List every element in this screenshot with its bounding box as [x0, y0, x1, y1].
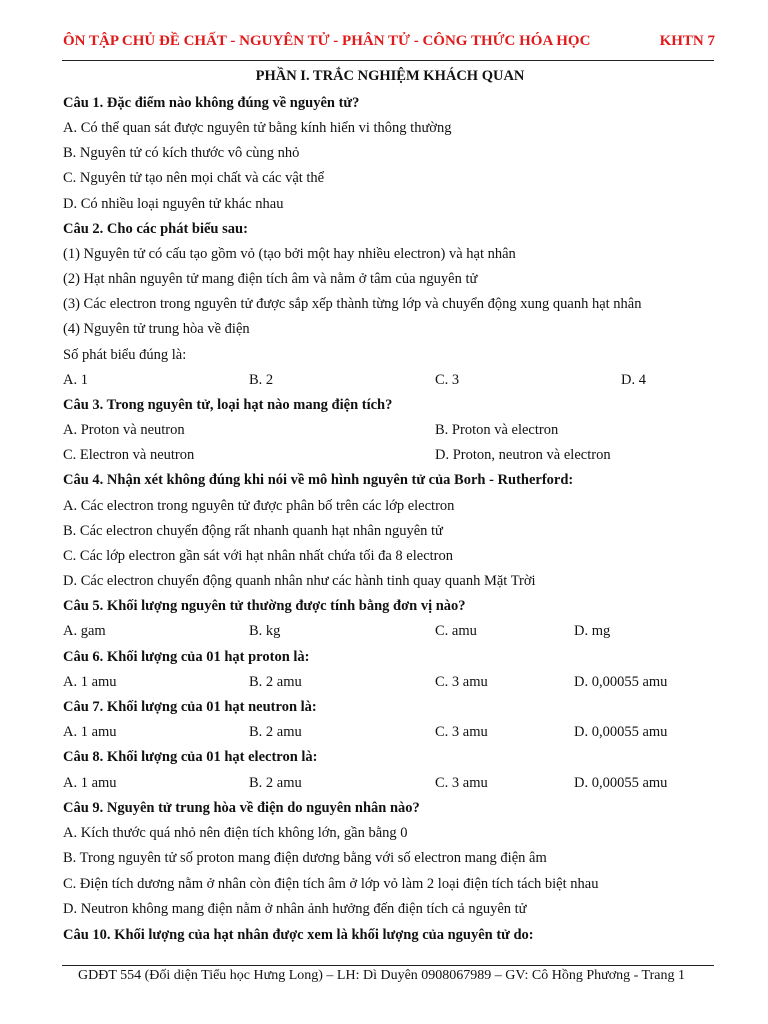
q3-option-c: C. Electron và neutron	[63, 447, 195, 463]
q6-option-a: A. 1 amu	[63, 674, 117, 690]
q9-option-d: D. Neutron không mang điện nằm ở nhân ảnh hưởng đến điện tích cả nguyên tử	[63, 901, 527, 917]
q3-option-d: D. Proton, neutron và electron	[435, 447, 611, 463]
q8-option-d: D. 0,00055 amu	[574, 775, 668, 791]
footer-divider	[62, 965, 714, 966]
question-7: Câu 7. Khối lượng của 01 hạt neutron là:	[63, 699, 317, 715]
question-10: Câu 10. Khối lượng của hạt nhân được xem là khối lượng của nguyên tử do:	[63, 927, 534, 943]
q7-option-b: B. 2 amu	[249, 724, 302, 740]
q5-option-c: C. amu	[435, 623, 477, 639]
q7-option-a: A. 1 amu	[63, 724, 117, 740]
q6-option-d: D. 0,00055 amu	[574, 674, 668, 690]
q2-statement-2: (2) Hạt nhân nguyên tử mang điện tích âm và nằm ở tâm của nguyên tử	[63, 271, 478, 287]
q2-statement-1: (1) Nguyên tử có cấu tạo gồm vỏ (tạo bởi một hay nhiều electron) và hạt nhân	[63, 246, 516, 262]
document-title: ÔN TẬP CHỦ ĐỀ CHẤT - NGUYÊN TỬ - PHÂN TỬ - CÔNG THỨC HÓA HỌC	[63, 33, 591, 49]
q5-option-b: B. kg	[249, 623, 281, 639]
q4-option-a: A. Các electron trong nguyên tử được phân bố trên các lớp electron	[63, 498, 455, 514]
subject-label: KHTN 7	[659, 33, 715, 49]
q7-option-c: C. 3 amu	[435, 724, 488, 740]
question-6: Câu 6. Khối lượng của 01 hạt proton là:	[63, 649, 310, 665]
q8-option-b: B. 2 amu	[249, 775, 302, 791]
q2-option-d: D. 4	[621, 372, 646, 388]
q8-option-a: A. 1 amu	[63, 775, 117, 791]
q3-option-a: A. Proton và neutron	[63, 422, 185, 438]
q3-option-b: B. Proton và electron	[435, 422, 559, 438]
q5-option-a: A. gam	[63, 623, 106, 639]
question-9: Câu 9. Nguyên tử trung hòa về điện do nguyên nhân nào?	[63, 800, 420, 816]
question-2: Câu 2. Cho các phát biểu sau:	[63, 221, 248, 237]
question-3: Câu 3. Trong nguyên tử, loại hạt nào mang điện tích?	[63, 397, 393, 413]
header-divider	[62, 60, 714, 61]
q1-option-d: D. Có nhiều loại nguyên tử khác nhau	[63, 196, 284, 212]
question-1: Câu 1. Đặc điểm nào không đúng về nguyên tử?	[63, 95, 360, 111]
q9-option-b: B. Trong nguyên tử số proton mang điện dương bằng với số electron mang điện âm	[63, 850, 547, 866]
q1-option-c: C. Nguyên tử tạo nên mọi chất và các vật thể	[63, 170, 325, 186]
q6-option-b: B. 2 amu	[249, 674, 302, 690]
q2-option-c: C. 3	[435, 372, 460, 388]
question-4: Câu 4. Nhận xét không đúng khi nói về mô hình nguyên tử của Borh - Rutherford:	[63, 472, 574, 488]
q2-option-b: B. 2	[249, 372, 274, 388]
document-header	[63, 33, 715, 50]
q1-option-b: B. Nguyên tử có kích thước vô cùng nhỏ	[63, 145, 300, 161]
q9-option-c: C. Điện tích dương nằm ở nhân còn điện tích âm ở lớp vỏ làm 2 loại điện tích tách biệt nhau	[63, 876, 599, 892]
page-footer: GDĐT 554 (Đối diện Tiểu học Hưng Long) – LH: Dì Duyên 0908067989 – GV: Cô Hồng Phương - Trang 1	[78, 968, 685, 983]
question-5: Câu 5. Khối lượng nguyên tử thường được tính bằng đơn vị nào?	[63, 598, 466, 614]
q4-option-d: D. Các electron chuyển động quanh nhân như các hành tinh quay quanh Mặt Trời	[63, 573, 536, 589]
q4-option-b: B. Các electron chuyển động rất nhanh quanh hạt nhân nguyên tử	[63, 523, 443, 539]
section-title: PHẦN I. TRẮC NGHIỆM KHÁCH QUAN	[255, 68, 525, 84]
q1-option-a: A. Có thể quan sát được nguyên tử bằng kính hiển vi thông thường	[63, 120, 452, 136]
q2-prompt: Số phát biểu đúng là:	[63, 347, 187, 363]
question-8: Câu 8. Khối lượng của 01 hạt electron là:	[63, 749, 318, 765]
q2-option-a: A. 1	[63, 372, 88, 388]
q5-option-d: D. mg	[574, 623, 611, 639]
q2-statement-3: (3) Các electron trong nguyên tử được sắp xếp thành từng lớp và chuyển động xung quanh hạt nhân	[63, 296, 642, 312]
q2-statement-4: (4) Nguyên tử trung hòa về điện	[63, 321, 250, 337]
q4-option-c: C. Các lớp electron gần sát với hạt nhân nhất chứa tối đa 8 electron	[63, 548, 453, 564]
q6-option-c: C. 3 amu	[435, 674, 488, 690]
q9-option-a: A. Kích thước quá nhỏ nên điện tích không lớn, gần bằng 0	[63, 825, 408, 841]
q8-option-c: C. 3 amu	[435, 775, 488, 791]
q7-option-d: D. 0,00055 amu	[574, 724, 668, 740]
